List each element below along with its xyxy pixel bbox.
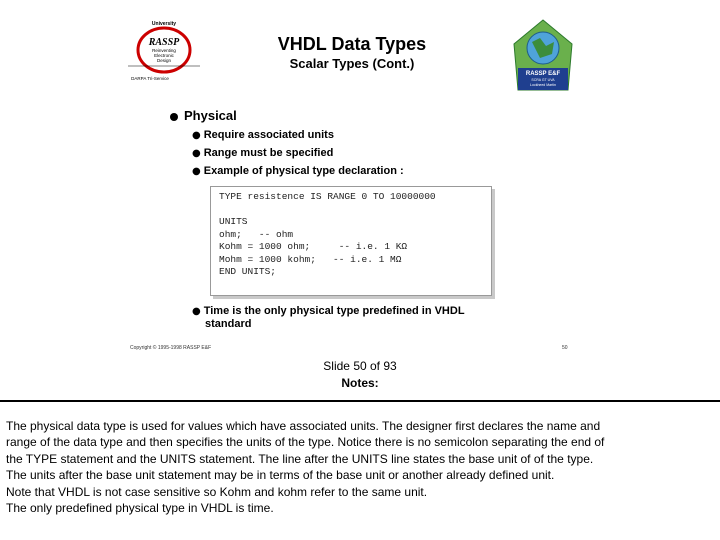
main-bullet-label: Physical	[184, 108, 237, 123]
notes-heading: Notes:	[341, 376, 379, 390]
logo-line-2: Electronic	[154, 53, 174, 58]
code-block	[219, 191, 491, 279]
code-line: UNITS	[219, 216, 248, 227]
logo-top-text: University	[151, 21, 177, 27]
logo-line-1: Reinventing	[152, 48, 176, 53]
code-line: TYPE resistence IS RANGE 0 TO 10000000	[219, 191, 436, 202]
ef-logo-title: RASSP E&F	[525, 71, 561, 77]
code-line: Kohm = 1000 ohm; -- i.e. 1 KΩ	[219, 241, 408, 252]
slide-page-number: 50	[562, 345, 568, 351]
slide-copyright: Copyright © 1995-1998 RASSP E&F	[130, 345, 212, 351]
notes-line: range of the data type and then specifies the units of the type. Notice there is no semicolon separating the end of	[6, 435, 605, 450]
code-example-box	[210, 186, 492, 296]
code-line: END UNITS;	[219, 266, 277, 277]
bullet-dot-icon	[170, 113, 178, 121]
code-line	[219, 204, 491, 217]
code-line: Mohm = 1000 kohm; -- i.e. 1 MΩ	[219, 253, 402, 265]
rassp-logo	[126, 18, 202, 82]
logo-main-text: RASSP	[148, 37, 180, 48]
slide-title: VHDL Data Types	[277, 34, 427, 54]
sub-bullet-label: Example of physical type declaration :	[203, 165, 404, 177]
logo-line-3: Design	[156, 58, 172, 63]
sub-bullet	[192, 305, 465, 317]
sub-bullet	[192, 147, 333, 159]
sub-bullet-continuation: standard	[205, 318, 252, 330]
code-line: ohm; -- ohm	[219, 228, 294, 240]
sub-bullet-label: Range must be specified	[203, 147, 334, 159]
sub-bullet-label: Time is the only physical type predefined in VHDL	[203, 305, 465, 317]
sub-bullet	[192, 165, 404, 177]
main-bullet	[170, 108, 237, 123]
notes-line: The physical data type is used for values which have associated units. The designer first declares the name and	[6, 419, 601, 433]
sub-bullet-icon: ●	[192, 130, 201, 141]
sub-bullet-icon: ●	[192, 306, 201, 317]
logo-bottom-text: DARPA Tri-Service	[131, 76, 169, 81]
notes-line: The only predefined physical type in VHDL is time.	[6, 501, 274, 516]
slide-image	[122, 14, 578, 354]
ef-logo-line-2: Lockheed Martin	[530, 83, 556, 87]
sub-bullet	[192, 129, 334, 141]
rassp-ef-logo	[510, 18, 576, 98]
slide-counter: Slide 50 of 93	[323, 359, 397, 373]
notes-text	[6, 418, 714, 516]
divider	[0, 400, 720, 402]
notes-line: The units after the base unit statement may be in terms of the base unit or another already defined unit.	[6, 468, 555, 483]
sub-bullet-icon: ●	[192, 148, 201, 159]
sub-bullet-label: Require associated units	[203, 129, 334, 141]
ef-logo-line-1: SCRA GT UVA	[531, 78, 555, 82]
notes-line: the TYPE statement and the UNITS statement. The line after the UNITS line states the base unit of of the type.	[6, 451, 594, 466]
notes-line: Note that VHDL is not case sensitive so Kohm and kohm refer to the same unit.	[6, 484, 428, 499]
slide-subtitle: Scalar Types (Cont.)	[289, 56, 415, 71]
sub-bullet-icon: ●	[192, 166, 201, 177]
